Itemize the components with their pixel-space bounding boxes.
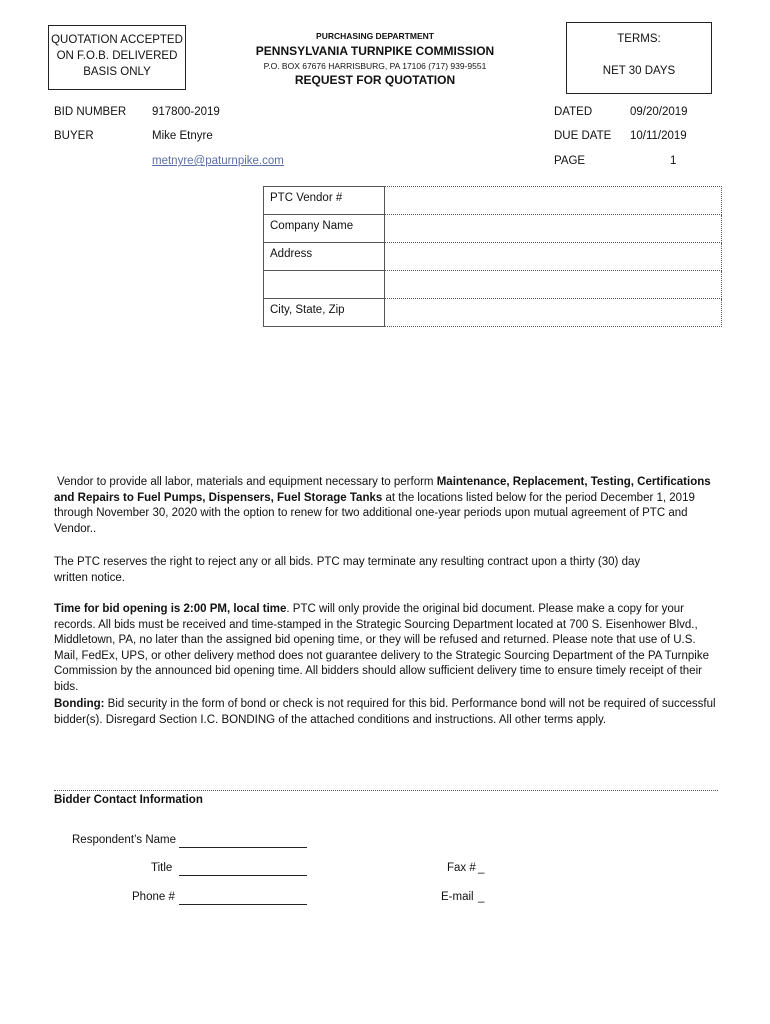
title-label: Title: [151, 862, 173, 874]
buyer-label: BUYER: [54, 130, 94, 142]
vendor-row: [264, 299, 722, 327]
title-field[interactable]: [179, 863, 307, 876]
scope-text-start: Vendor to provide all labor, materials and equipment necessary to perform: [57, 476, 437, 488]
terms-box: [566, 22, 712, 94]
page-label: PAGE: [554, 155, 586, 167]
scope-text-end: at the locations listed below for the period December 1, 2019 through November 30, 2020 with the option to renew for two additional one-year periods upon mutual agreement of PTC and Vendor..: [54, 491, 695, 535]
buyer-email-link[interactable]: metnyre@paturnpike.com: [152, 155, 284, 167]
company-name-field[interactable]: [385, 215, 722, 243]
bonding-label: Bonding:: [54, 698, 105, 710]
due-date-label: DUE DATE: [554, 130, 612, 142]
fob-line-3: BASIS ONLY: [83, 66, 151, 78]
phone-label: Phone #: [132, 891, 175, 903]
address-line-2-label: [264, 271, 385, 299]
vendor-row: [264, 271, 722, 299]
email-label: E-mail: [441, 891, 474, 903]
fob-line-2: ON F.O.B. DELIVERED: [56, 50, 178, 62]
address-field[interactable]: [385, 243, 722, 271]
phone-field[interactable]: [179, 892, 307, 905]
bidder-contact-heading: Bidder Contact Information: [54, 794, 203, 806]
bid-number-label: BID NUMBER: [54, 106, 127, 118]
scope-paragraph: [54, 475, 722, 537]
vendor-row: [264, 215, 722, 243]
terms-label: TERMS:: [617, 33, 661, 45]
fob-notice-box: [48, 25, 186, 90]
bonding-text: Bid security in the form of bond or check is not required for this bid. Performance bond will not be required of successful bidder(s). Disregard Section I.C. BONDING of the attached conditions and instructions. All other terms apply.: [54, 698, 716, 726]
bid-opening-time: Time for bid opening is 2:00 PM, local time: [54, 603, 287, 615]
vendor-number-label: PTC Vendor #: [264, 187, 385, 215]
bid-opening-paragraph: [54, 602, 722, 695]
bid-number: 917800-2019: [152, 106, 220, 118]
bonding-paragraph: [54, 697, 722, 728]
rights-paragraph: The PTC reserves the right to reject any or all bids. PTC may terminate any resulting contract upon a thirty (30) day written notice.: [54, 556, 641, 584]
document-title: REQUEST FOR QUOTATION: [294, 73, 456, 87]
page-number: 1: [670, 155, 677, 167]
org-name: PENNSYLVANIA TURNPIKE COMMISSION: [255, 44, 495, 58]
vendor-row: [264, 187, 722, 215]
dated-label: DATED: [554, 106, 593, 118]
fob-line-1: QUOTATION ACCEPTED: [51, 34, 183, 46]
fax-field[interactable]: _: [478, 862, 485, 874]
email-field[interactable]: _: [478, 891, 485, 903]
vendor-row: [264, 243, 722, 271]
buyer-name: Mike Etnyre: [152, 130, 213, 142]
respondent-name-field[interactable]: [179, 835, 307, 848]
department-name: PURCHASING DEPARTMENT: [316, 31, 434, 41]
terms-value: NET 30 DAYS: [602, 65, 676, 77]
section-divider: [54, 790, 718, 791]
bid-opening-text: . PTC will only provide the original bid document. Please make a copy for your records. All bids must be received and time-stamped in the Strategic Sourcing Department located at 700 S. Eisenhower Blvd., Middletown, PA, no later than the assigned bid opening time, or they will be refused and returned. Please note that use of U.S. Mail, FedEx, UPS, or other delivery method does not guarantee delivery to the Strategic Sourcing Department of the PA Turnpike Commission by the announced bid opening time. All bidders should allow sufficient delivery time to ensure timely receipt of their bids.: [54, 603, 709, 693]
respondent-name-label: Respondent’s Name: [72, 834, 176, 846]
org-address: P.O. BOX 67676 HARRISBURG, PA 17106 (717) 939-9551: [263, 61, 487, 71]
dated-value: 09/20/2019: [630, 106, 688, 118]
address-line-2-field[interactable]: [385, 271, 722, 299]
scope-bold-text: Maintenance, Replacement, Testing, Certifications and Repairs to Fuel Pumps, Dispensers, Fuel Storage Tanks: [54, 476, 711, 504]
city-state-zip-field[interactable]: [385, 299, 722, 327]
city-state-zip-label: City, State, Zip: [264, 299, 385, 327]
fax-label: Fax #: [447, 862, 476, 874]
vendor-number-field[interactable]: [385, 187, 722, 215]
company-name-label: Company Name: [264, 215, 385, 243]
vendor-info-table: [263, 186, 722, 327]
address-label: Address: [264, 243, 385, 271]
due-date-value: 10/11/2019: [630, 130, 687, 142]
